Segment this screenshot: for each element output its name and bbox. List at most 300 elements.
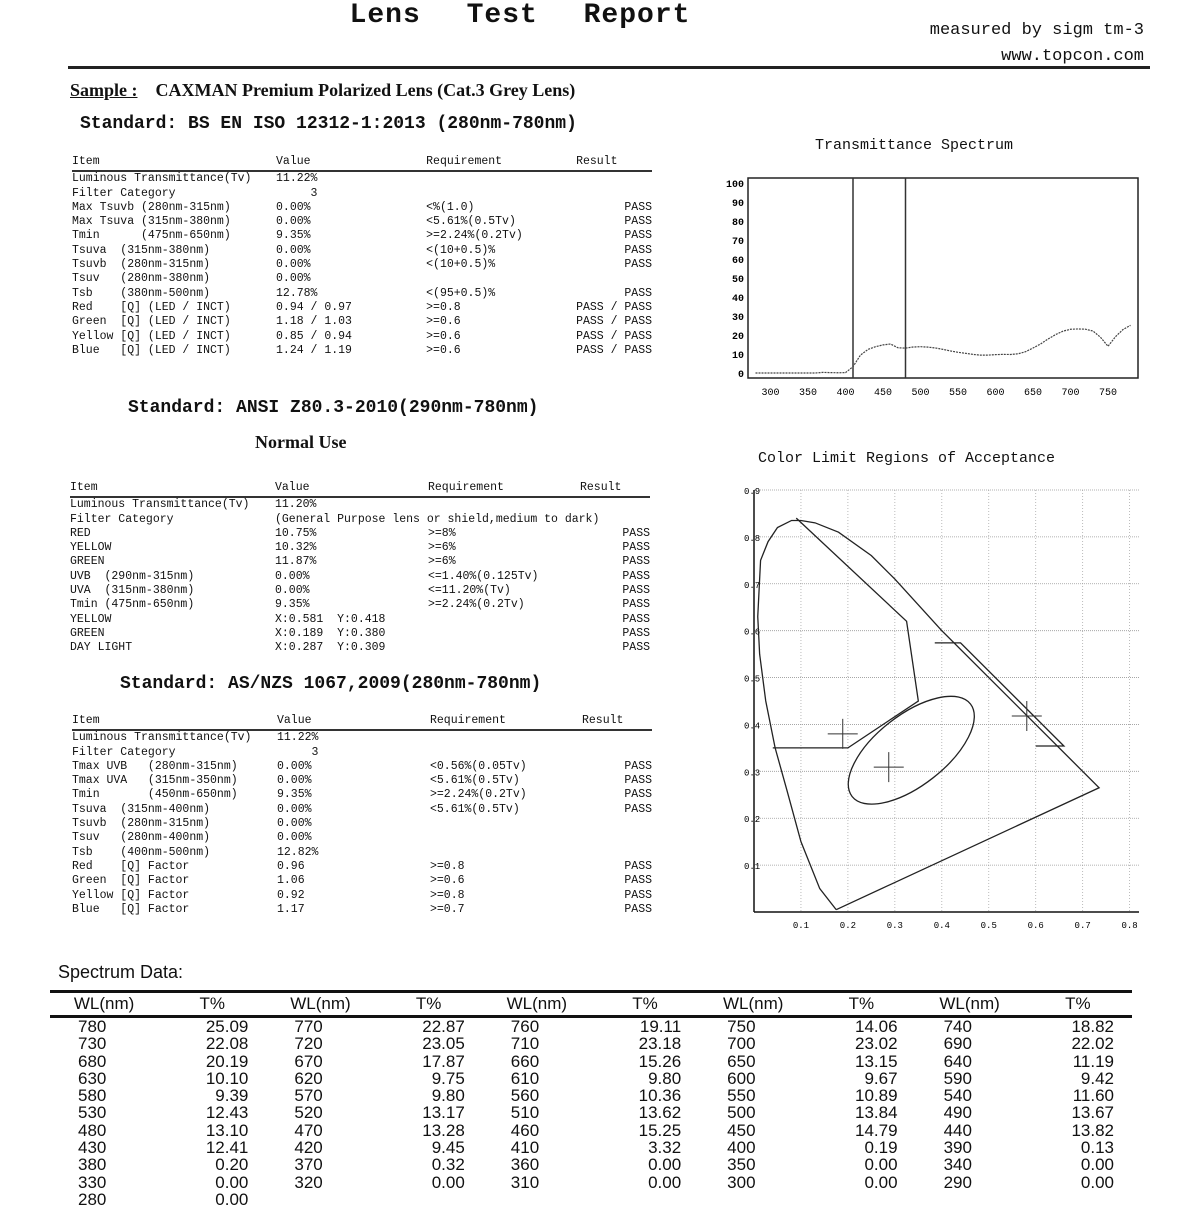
- row-result: PASS: [622, 526, 650, 540]
- row-item: Tmin (475nm-650nm): [70, 598, 195, 612]
- row-value: 10.75%: [275, 526, 317, 540]
- green-acceptance-region: [773, 518, 919, 748]
- row-requirement: [426, 272, 576, 286]
- transmittance-cell: 9.80: [431, 1086, 465, 1106]
- row-value: 0.85 / 0.94: [276, 329, 352, 343]
- result-row: [72, 187, 652, 201]
- row-value: 0.00%: [276, 215, 311, 229]
- result-row: [72, 287, 652, 301]
- result-row: [72, 889, 652, 903]
- row-value: 1.17: [277, 902, 305, 916]
- row-item: Luminous Transmittance(Tv): [72, 731, 252, 745]
- row-result: PASS: [624, 286, 652, 300]
- row-value: 11.22%: [276, 172, 318, 186]
- spectrum-row: [50, 1156, 1132, 1173]
- transmittance-cell: 3.32: [648, 1138, 682, 1158]
- result-row: [72, 860, 652, 874]
- transmittance-cell: 17.87: [422, 1051, 465, 1071]
- row-result: PASS: [624, 229, 652, 243]
- wavelength-cell: 330: [78, 1172, 107, 1192]
- row-result: PASS: [622, 598, 650, 612]
- row-item: Red [Q] Factor: [72, 859, 190, 873]
- standard-as-nzs: Standard: AS/NZS 1067,2009(280nm-780nm): [120, 674, 542, 694]
- wavelength-cell: 600: [727, 1068, 756, 1088]
- row-requirement: [428, 497, 580, 512]
- row-value: 0.00%: [275, 569, 310, 583]
- transmittance-cell: 22.08: [205, 1034, 249, 1054]
- row-result: [582, 746, 652, 760]
- result-row: [70, 570, 650, 584]
- sample-value: CAXMAN Premium Polarized Lens (Cat.3 Grey Lens): [155, 80, 576, 100]
- row-requirement: >=2.24%(0.2Tv): [430, 788, 527, 802]
- spectrum-row: [50, 1035, 1132, 1052]
- row-value: 0.00%: [277, 774, 312, 788]
- col-requirement: Requirement: [430, 714, 582, 730]
- transmittance-cell: 15.26: [638, 1051, 682, 1071]
- y-tick-label: 0.5: [744, 674, 761, 685]
- y-tick-label: 50: [731, 275, 744, 286]
- x-tick-label: 0.4: [933, 921, 950, 931]
- wavelength-cell: 490: [943, 1103, 972, 1123]
- row-item: Tsb (400nm-500nm): [72, 845, 211, 859]
- row-result: PASS: [624, 200, 652, 214]
- x-tick-label: 600: [986, 388, 1005, 399]
- result-row: [72, 846, 652, 860]
- transmittance-cell: 15.25: [638, 1120, 682, 1140]
- x-tick-label: 650: [1023, 388, 1043, 399]
- wavelength-cell: 430: [78, 1138, 107, 1158]
- wavelength-cell: 280: [78, 1189, 107, 1209]
- row-requirement: <(10+0.5)%: [426, 243, 496, 257]
- wavelength-cell: 290: [943, 1172, 972, 1192]
- row-requirement: [428, 641, 580, 655]
- y-tick-label: 100: [725, 180, 744, 191]
- row-item: RED: [70, 526, 91, 540]
- row-result: [582, 730, 652, 745]
- row-result: [576, 171, 652, 186]
- wavelength-cell: 730: [78, 1034, 107, 1054]
- y-tick-label: 0.6: [744, 627, 761, 638]
- transmittance-cell: 13.10: [205, 1120, 249, 1140]
- x-tick-label: 0.7: [1074, 921, 1091, 931]
- x-tick-label: 300: [761, 388, 780, 399]
- y-tick-label: 20: [731, 332, 744, 343]
- row-requirement: [426, 187, 576, 201]
- row-value: 3: [276, 186, 318, 200]
- y-tick-label: 0.3: [744, 768, 761, 779]
- wavelength-cell: 560: [510, 1086, 540, 1106]
- row-value: 1.24 / 1.19: [276, 343, 352, 357]
- header-transmittance: T%: [375, 992, 483, 1017]
- wavelength-cell: 750: [727, 1017, 756, 1036]
- wavelength-cell: 390: [943, 1138, 972, 1158]
- row-item: YELLOW: [70, 612, 112, 626]
- result-row: [72, 831, 652, 845]
- transmittance-cell: 0.00: [1080, 1155, 1114, 1175]
- result-row: [70, 541, 650, 555]
- result-row: [72, 903, 652, 917]
- row-value: 0.92: [277, 888, 305, 902]
- row-result: [576, 272, 652, 286]
- result-row: [70, 497, 650, 512]
- transmittance-cell: 0.00: [648, 1155, 682, 1175]
- spectrum-row: [50, 1174, 1132, 1191]
- row-requirement: <5.61%(0.5Tv): [430, 802, 520, 816]
- row-result: PASS / PASS: [576, 300, 652, 314]
- row-requirement: [430, 817, 582, 831]
- row-result: PASS: [624, 802, 652, 816]
- row-requirement: >=2.24%(0.2Tv): [426, 229, 523, 243]
- row-item: Filter Category: [70, 512, 174, 526]
- row-result: PASS: [622, 626, 650, 640]
- row-requirement: >=0.6: [426, 343, 461, 357]
- result-row: [70, 513, 650, 527]
- row-item: Filter Category: [72, 186, 176, 200]
- col-result: Result: [582, 714, 652, 730]
- instrument-info: [930, 18, 1144, 70]
- wavelength-cell: 360: [510, 1155, 540, 1175]
- row-requirement: <%(1.0): [426, 200, 475, 214]
- row-value: 11.22%: [277, 731, 319, 745]
- transmittance-cell: 14.06: [855, 1017, 898, 1036]
- wavelength-cell: 770: [294, 1017, 323, 1036]
- measured-by: measured by sigm tm-3: [929, 21, 1144, 40]
- row-requirement: >=6%: [428, 541, 456, 555]
- row-item: Tsuva (315nm-400nm): [72, 802, 211, 816]
- row-value: X:0.189 Y:0.380: [275, 626, 386, 640]
- y-tick-label: 0.1: [744, 862, 761, 873]
- row-item: Tsuv (280nm-380nm): [72, 272, 211, 286]
- row-result: PASS: [624, 215, 652, 229]
- row-result: [576, 187, 652, 201]
- row-value: 0.00%: [276, 258, 311, 272]
- transmittance-cell: 0.00: [215, 1172, 249, 1192]
- wavelength-cell: 530: [78, 1103, 107, 1123]
- wavelength-cell: 410: [510, 1138, 540, 1158]
- x-tick-label: 400: [836, 388, 855, 399]
- row-result: PASS: [624, 874, 652, 888]
- row-result: PASS: [622, 641, 650, 655]
- col-item: Item: [72, 714, 277, 730]
- website: www.topcon.com: [1001, 47, 1144, 66]
- row-item: Tmin (450nm-650nm): [72, 788, 238, 802]
- transmittance-cell: 14.79: [855, 1120, 898, 1140]
- row-value: 1.18 / 1.03: [276, 315, 352, 329]
- row-requirement: [430, 730, 582, 745]
- row-value: 0.00%: [277, 817, 312, 831]
- transmittance-cell: 0.00: [864, 1155, 898, 1175]
- transmittance-cell: 0.00: [648, 1172, 682, 1192]
- daylight-acceptance-ellipse: [830, 676, 992, 824]
- standard-ansi: Standard: ANSI Z80.3-2010(290nm-780nm): [128, 398, 539, 418]
- y-tick-label: 90: [731, 199, 744, 210]
- result-row: [72, 258, 652, 272]
- row-item: Green [Q] Factor: [72, 874, 190, 888]
- y-tick-label: 0.7: [744, 580, 761, 591]
- row-requirement: >=0.6: [426, 329, 461, 343]
- wavelength-cell: 380: [78, 1155, 107, 1175]
- transmittance-cell: 13.15: [855, 1051, 898, 1071]
- row-item: UVB (290nm-315nm): [70, 569, 195, 583]
- row-requirement: >=8%: [428, 526, 456, 540]
- result-row: [70, 641, 650, 655]
- result-row: [72, 344, 652, 358]
- spectrum-data-title: Spectrum Data:: [58, 962, 184, 982]
- wavelength-cell: 470: [294, 1120, 323, 1140]
- row-item: Tmax UVA (315nm-350nm): [72, 774, 238, 788]
- transmittance-cell: 20.19: [205, 1051, 249, 1071]
- transmittance-cell: 23.05: [422, 1034, 465, 1054]
- transmittance-cell: 13.67: [1071, 1103, 1114, 1123]
- transmittance-cell: 9.39: [215, 1086, 249, 1106]
- wavelength-cell: 710: [510, 1034, 540, 1054]
- result-row: [72, 229, 652, 243]
- transmittance-spectrum-chart: [720, 168, 1150, 403]
- result-row: [72, 760, 652, 774]
- row-result: [580, 497, 650, 512]
- header-transmittance: T%: [807, 992, 915, 1017]
- header-wavelength: WL(nm): [916, 992, 1024, 1017]
- row-result: [582, 831, 652, 845]
- y-tick-label: 0.2: [744, 815, 761, 826]
- wavelength-cell: 680: [78, 1051, 107, 1071]
- row-result: PASS / PASS: [576, 329, 652, 343]
- result-row: [70, 527, 650, 541]
- x-tick-label: 350: [798, 388, 818, 399]
- row-requirement: >=0.8: [430, 888, 465, 902]
- row-requirement: >=0.7: [430, 902, 465, 916]
- header-wavelength: WL(nm): [699, 992, 807, 1017]
- result-row: [72, 788, 652, 802]
- result-row: [72, 244, 652, 258]
- wavelength-cell: 650: [727, 1051, 756, 1071]
- row-value: X:0.581 Y:0.418: [275, 612, 386, 626]
- x-tick-label: 750: [1098, 388, 1118, 399]
- row-item: GREEN: [70, 626, 105, 640]
- header-wavelength: WL(nm): [483, 992, 591, 1017]
- sample-line: [70, 80, 575, 101]
- row-item: Tmin (475nm-650nm): [72, 229, 231, 243]
- spectral-locus-outline: [758, 520, 1099, 909]
- col-item: Item: [72, 155, 276, 171]
- transmittance-cell: 13.62: [638, 1103, 682, 1123]
- normal-use-subtitle: Normal Use: [255, 432, 347, 452]
- row-item: GREEN: [70, 555, 105, 569]
- wavelength-cell: 300: [727, 1172, 756, 1192]
- result-row: [70, 555, 650, 569]
- row-requirement: >=0.6: [430, 874, 465, 888]
- result-row: [72, 817, 652, 831]
- header-transmittance: T%: [158, 992, 266, 1017]
- row-value: 9.35%: [277, 788, 312, 802]
- row-item: Tsuvb (280nm-315nm): [72, 258, 211, 272]
- transmittance-cell: 11.60: [1072, 1086, 1114, 1106]
- transmittance-cell: 13.82: [1071, 1120, 1114, 1140]
- yellow-acceptance-region: [935, 643, 1064, 746]
- row-value: 11.20%: [275, 498, 317, 512]
- spectrum-row: [50, 1139, 1132, 1156]
- plot-area: [754, 490, 1139, 912]
- row-value: 3: [277, 745, 319, 759]
- wavelength-cell: 450: [727, 1120, 756, 1140]
- row-requirement: <(10+0.5)%: [426, 258, 496, 272]
- row-requirement: <0.56%(0.05Tv): [430, 759, 527, 773]
- row-result: PASS: [622, 612, 650, 626]
- row-item: YELLOW: [70, 541, 112, 555]
- row-requirement: >=0.8: [426, 300, 461, 314]
- row-requirement: [426, 171, 576, 186]
- row-result: PASS: [622, 569, 650, 583]
- row-item: Tmax UVB (280nm-315nm): [72, 759, 238, 773]
- wavelength-cell: 370: [294, 1155, 323, 1175]
- row-result: PASS: [624, 759, 652, 773]
- transmittance-cell: 0.00: [431, 1172, 465, 1192]
- wavelength-cell: 500: [727, 1103, 756, 1123]
- plot-frame: [748, 178, 1138, 378]
- row-item: Blue [Q] (LED / INCT): [72, 343, 231, 357]
- result-row: [72, 201, 652, 215]
- header-transmittance: T%: [1024, 992, 1132, 1017]
- result-row: [72, 874, 652, 888]
- transmittance-cell: 13.84: [855, 1103, 898, 1123]
- col-requirement: Requirement: [426, 155, 576, 171]
- col-item: Item: [70, 481, 275, 497]
- result-row: [72, 272, 652, 286]
- row-result: PASS: [624, 902, 652, 916]
- col-value: Value: [276, 155, 426, 171]
- spectrum-row: [50, 1053, 1132, 1070]
- y-tick-label: 60: [731, 256, 744, 267]
- row-value: 12.78%: [276, 286, 318, 300]
- row-result: PASS: [624, 258, 652, 272]
- x-tick-label: 0.6: [1027, 921, 1044, 931]
- x-tick-label: 0.5: [980, 921, 997, 931]
- result-row: [70, 598, 650, 612]
- row-item: Tsuva (315nm-380nm): [72, 243, 211, 257]
- row-item: Red [Q] (LED / INCT): [72, 300, 231, 314]
- row-value: 0.96: [277, 859, 305, 873]
- spectrum-row: [50, 1070, 1132, 1087]
- wavelength-cell: 420: [294, 1138, 323, 1158]
- wavelength-cell: 640: [943, 1051, 972, 1071]
- row-item: UVA (315nm-380nm): [70, 584, 195, 598]
- col-value: Value: [277, 714, 430, 730]
- transmittance-cell: 23.02: [855, 1034, 898, 1054]
- results-table-as-nzs: [72, 714, 652, 917]
- transmittance-cell: 18.82: [1071, 1017, 1114, 1036]
- wavelength-cell: 310: [510, 1172, 540, 1192]
- transmittance-cell: 25.09: [205, 1017, 249, 1036]
- row-requirement: [430, 746, 582, 760]
- result-row: [70, 613, 650, 627]
- row-result: PASS: [622, 584, 650, 598]
- y-tick-label: 0.9: [744, 487, 761, 497]
- row-value: 9.35%: [275, 598, 310, 612]
- y-tick-label: 30: [731, 313, 744, 324]
- row-result: PASS / PASS: [576, 315, 652, 329]
- row-item: Max Tsuva (315nm-380nm): [72, 215, 231, 229]
- wavelength-cell: 350: [727, 1155, 756, 1175]
- x-tick-label: 0.1: [792, 921, 810, 931]
- row-result: PASS: [622, 541, 650, 555]
- spectrum-row: [50, 1017, 1132, 1036]
- results-table-bs-en: [72, 155, 652, 358]
- transmittance-cell: 0.00: [864, 1172, 898, 1192]
- row-requirement: >=2.24%(0.2Tv): [428, 598, 525, 612]
- row-value: 11.87%: [275, 555, 317, 569]
- row-value: 0.00%: [277, 802, 312, 816]
- row-requirement: <=1.40%(0.125Tv): [428, 569, 539, 583]
- y-tick-label: 10: [731, 351, 744, 362]
- row-requirement: <=11.20%(Tv): [428, 584, 511, 598]
- row-requirement: <5.61%(0.5Tv): [426, 215, 516, 229]
- color-limit-chart: [740, 480, 1140, 940]
- x-tick-label: 0.8: [1121, 921, 1138, 931]
- transmittance-cell: 22.87: [422, 1017, 465, 1036]
- wavelength-cell: 520: [294, 1103, 323, 1123]
- col-value: Value: [275, 481, 428, 497]
- row-result: PASS: [624, 243, 652, 257]
- transmittance-cell: 13.28: [422, 1120, 465, 1140]
- x-tick-label: 550: [948, 388, 968, 399]
- transmittance-cell: 10.36: [638, 1086, 682, 1106]
- wavelength-cell: 670: [294, 1051, 323, 1071]
- result-row: [72, 171, 652, 186]
- row-value: 0.00%: [275, 584, 310, 598]
- row-requirement: [428, 613, 580, 627]
- row-item: Tsuv (280nm-400nm): [72, 831, 211, 845]
- result-row: [72, 330, 652, 344]
- transmittance-cell: 0.19: [864, 1138, 898, 1158]
- transmittance-cell: 9.75: [431, 1068, 465, 1088]
- row-item: Tsb (380nm-500nm): [72, 286, 211, 300]
- row-requirement: <5.61%(0.5Tv): [430, 774, 520, 788]
- wavelength-cell: 780: [78, 1017, 107, 1036]
- result-row: [72, 774, 652, 788]
- transmittance-cell: 0.20: [215, 1155, 249, 1175]
- row-value: 0.94 / 0.97: [276, 300, 352, 314]
- wavelength-cell: 320: [294, 1172, 323, 1192]
- row-value: 0.00%: [276, 272, 311, 286]
- sample-label: Sample :: [70, 80, 138, 100]
- row-result: PASS: [624, 859, 652, 873]
- row-requirement: >=6%: [428, 555, 456, 569]
- result-row: [70, 584, 650, 598]
- row-item: DAY LIGHT: [70, 641, 133, 655]
- wavelength-cell: 570: [294, 1086, 323, 1106]
- row-value: 0.00%: [276, 200, 311, 214]
- row-requirement: [428, 627, 580, 641]
- transmittance-cell: 9.67: [864, 1068, 898, 1088]
- row-result: PASS: [624, 888, 652, 902]
- row-item: Green [Q] (LED / INCT): [72, 315, 231, 329]
- y-tick-label: 70: [731, 237, 744, 248]
- wavelength-cell: 460: [510, 1120, 540, 1140]
- y-tick-label: 80: [731, 218, 744, 229]
- row-item: Luminous Transmittance(Tv): [70, 498, 250, 512]
- transmittance-cell: 0.00: [215, 1189, 249, 1209]
- transmittance-cell: 9.45: [431, 1138, 465, 1158]
- row-value: 12.82%: [277, 845, 319, 859]
- wavelength-cell: 660: [510, 1051, 540, 1071]
- x-tick-label: 0.2: [839, 921, 857, 931]
- x-tick-label: 700: [1061, 388, 1080, 399]
- row-value: (General Purpose lens or shield,medium to dark): [275, 512, 600, 526]
- transmittance-cell: 10.10: [205, 1068, 249, 1088]
- transmittance-cell: 0.13: [1080, 1138, 1114, 1158]
- row-result: PASS: [624, 774, 652, 788]
- report-title: Lens Test Report: [349, 0, 691, 31]
